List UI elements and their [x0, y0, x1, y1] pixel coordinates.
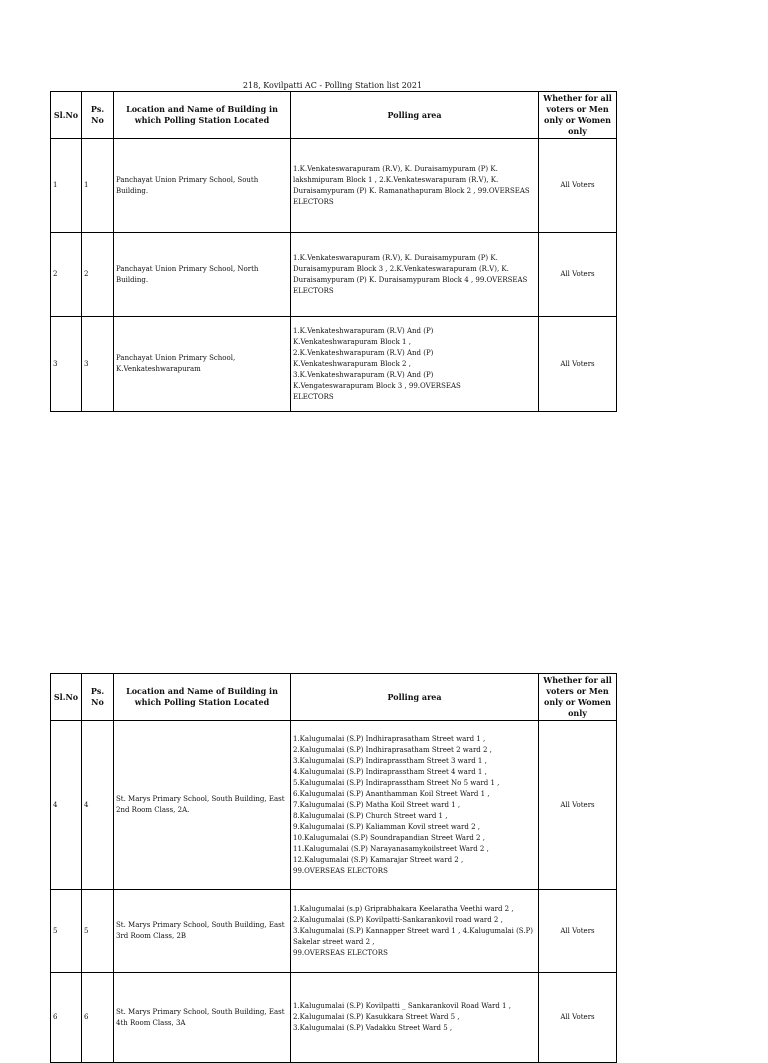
page-title: 218, Kovilpatti AC - Polling Station list 2021: [242, 81, 423, 90]
table-row: [51, 139, 617, 233]
table-header-row: [51, 92, 617, 139]
header-sl-no: Sl.No: [51, 92, 82, 139]
ps-no-cell: 5: [82, 890, 114, 973]
header-polling-area: Polling area: [291, 92, 539, 139]
header-ps-no: Ps. No: [82, 674, 114, 721]
voter-type-cell: All Voters: [539, 233, 617, 317]
location-cell: St. Marys Primary School, South Building, East 2nd Room Class, 2A.: [114, 721, 291, 890]
location-cell: Panchayat Union Primary School, K.Venkateshwarapuram: [114, 317, 291, 412]
header-polling-area: Polling area: [291, 674, 539, 721]
voter-type-cell: All Voters: [539, 139, 617, 233]
sl-no-cell: 2: [51, 233, 82, 317]
polling-area-cell: [291, 721, 539, 890]
polling-area-text: 1.K.Venkateswarapuram (R.V), K. Duraisamypuram (P) K. lakshmipuram Block 1 , 2.K.Venkateswarapuram (R.V), K. Duraisamypuram (P) K. Ramanathapuram Block 2 , 99.OVERSEAS ELECTORS: [293, 164, 530, 206]
sl-no-cell: 6: [51, 973, 82, 1063]
sl-no-cell: 5: [51, 890, 82, 973]
table-row: [51, 317, 617, 412]
polling-area-cell: [291, 973, 539, 1063]
voter-type-cell: All Voters: [539, 721, 617, 890]
location-cell: St. Marys Primary School, South Building, East 3rd Room Class, 2B: [114, 890, 291, 973]
ps-no-cell: 4: [82, 721, 114, 890]
sl-no-cell: 1: [51, 139, 82, 233]
polling-area-cell: [291, 317, 539, 412]
ps-no-cell: 2: [82, 233, 114, 317]
polling-area-text: 1.Kalugumalai (S.P) Indhiraprasatham Street ward 1 , 2.Kalugumalai (S.P) Indhiraprasatham Street 2 ward 2 , 3.Kalugumalai (S.P) Indiraprasstham Street 3 ward 1 , 4.Kalugumalai (S.P) Indiraprasstham Street 4 ward 1 , 5.Kalugumalai (S.P) Indiraprasstham Street No 5 ward 1 , 6.Kalugumalai (S.P) Ananthamman Koil Street Ward 1 , 7.Kalugumalai (S.P) Matha Koil Street ward 1 , 8.Kalugumalai (S.P) Church Street ward 1 , 9.Kalugumalai (S.P) Kaliamman Kovil street ward 2 , 10.Kalugumalai (S.P) Soundrapandian Street Ward 2 , 11.Kalugumalai (S.P) Narayanasamykoilstreet Ward 2 , 12.Kalugumalai (S.P) Kamarajar Street ward 2 , 99.OVERSEAS ELECTORS: [293, 734, 500, 875]
header-voter-type: Whether for all voters or Men only or Women only: [539, 92, 617, 139]
ps-no-cell: 3: [82, 317, 114, 412]
header-location: Location and Name of Building in which Polling Station Located: [114, 674, 291, 721]
sl-no-cell: 4: [51, 721, 82, 890]
voter-type-cell: All Voters: [539, 973, 617, 1063]
voter-type-cell: All Voters: [539, 317, 617, 412]
ps-no-cell: 1: [82, 139, 114, 233]
location-cell: Panchayat Union Primary School, North Building.: [114, 233, 291, 317]
header-location: Location and Name of Building in which Polling Station Located: [114, 92, 291, 139]
header-ps-no: Ps. No: [82, 92, 114, 139]
table-row: [51, 973, 617, 1063]
polling-station-table-page-1: [50, 91, 617, 412]
polling-area-cell: [291, 890, 539, 973]
header-voter-type: Whether for all voters or Men only or Women only: [539, 674, 617, 721]
location-cell: St. Marys Primary School, South Building, East 4th Room Class, 3A: [114, 973, 291, 1063]
location-cell: Panchayat Union Primary School, South Building.: [114, 139, 291, 233]
polling-area-text: 1.Kalugumalai (S.P) Kovilpatti _ Sankarankovil Road Ward 1 , 2.Kalugumalai (S.P) Kasukkara Street Ward 5 , 3.Kalugumalai (S.P) Vadakku Street Ward 5 ,: [293, 1002, 511, 1032]
table-row: [51, 233, 617, 317]
polling-area-cell: [291, 139, 539, 233]
polling-area-text: 1.K.Venkateshwarapuram (R.V) And (P) K.Venkateshwarapuram Block 1 , 2.K.Venkateshwarapuram (R.V) And (P) K.Venkateshwarapuram Block 2 , 3.K.Venkateshwarapuram (R.V) And (P) K.Vengateswarapuram Block 3 , 99.OVERSEAS ELECTORS: [293, 326, 461, 401]
sl-no-cell: 3: [51, 317, 82, 412]
ps-no-cell: 6: [82, 973, 114, 1063]
table-header-row: [51, 674, 617, 721]
polling-area-text: 1.Kalugumalai (s.p) Griprabhakara Keelaratha Veethi ward 2 , 2.Kalugumalai (S.P) Kovilpatti-Sankarankovil road ward 2 , 3.Kalugumalai (S.P) Kannapper Street ward 1 , 4.Kalugumalai (S.P) Sakelar street ward 2 , 99.OVERSEAS ELECTORS: [293, 904, 534, 957]
table-row: [51, 890, 617, 973]
polling-station-table-page-2: [50, 673, 617, 1063]
table-row: [51, 721, 617, 890]
header-sl-no: Sl.No: [51, 674, 82, 721]
polling-area-cell: [291, 233, 539, 317]
polling-area-text: 1.K.Venkateswarapuram (R.V), K. Duraisamypuram (P) K. Duraisamypuram Block 3 , 2.K.Venkateswarapuram (R.V), K. Duraisamypuram (P) K. Duraisamypuram Block 4 , 99.OVERSEAS ELECTORS: [293, 253, 528, 295]
voter-type-cell: All Voters: [539, 890, 617, 973]
